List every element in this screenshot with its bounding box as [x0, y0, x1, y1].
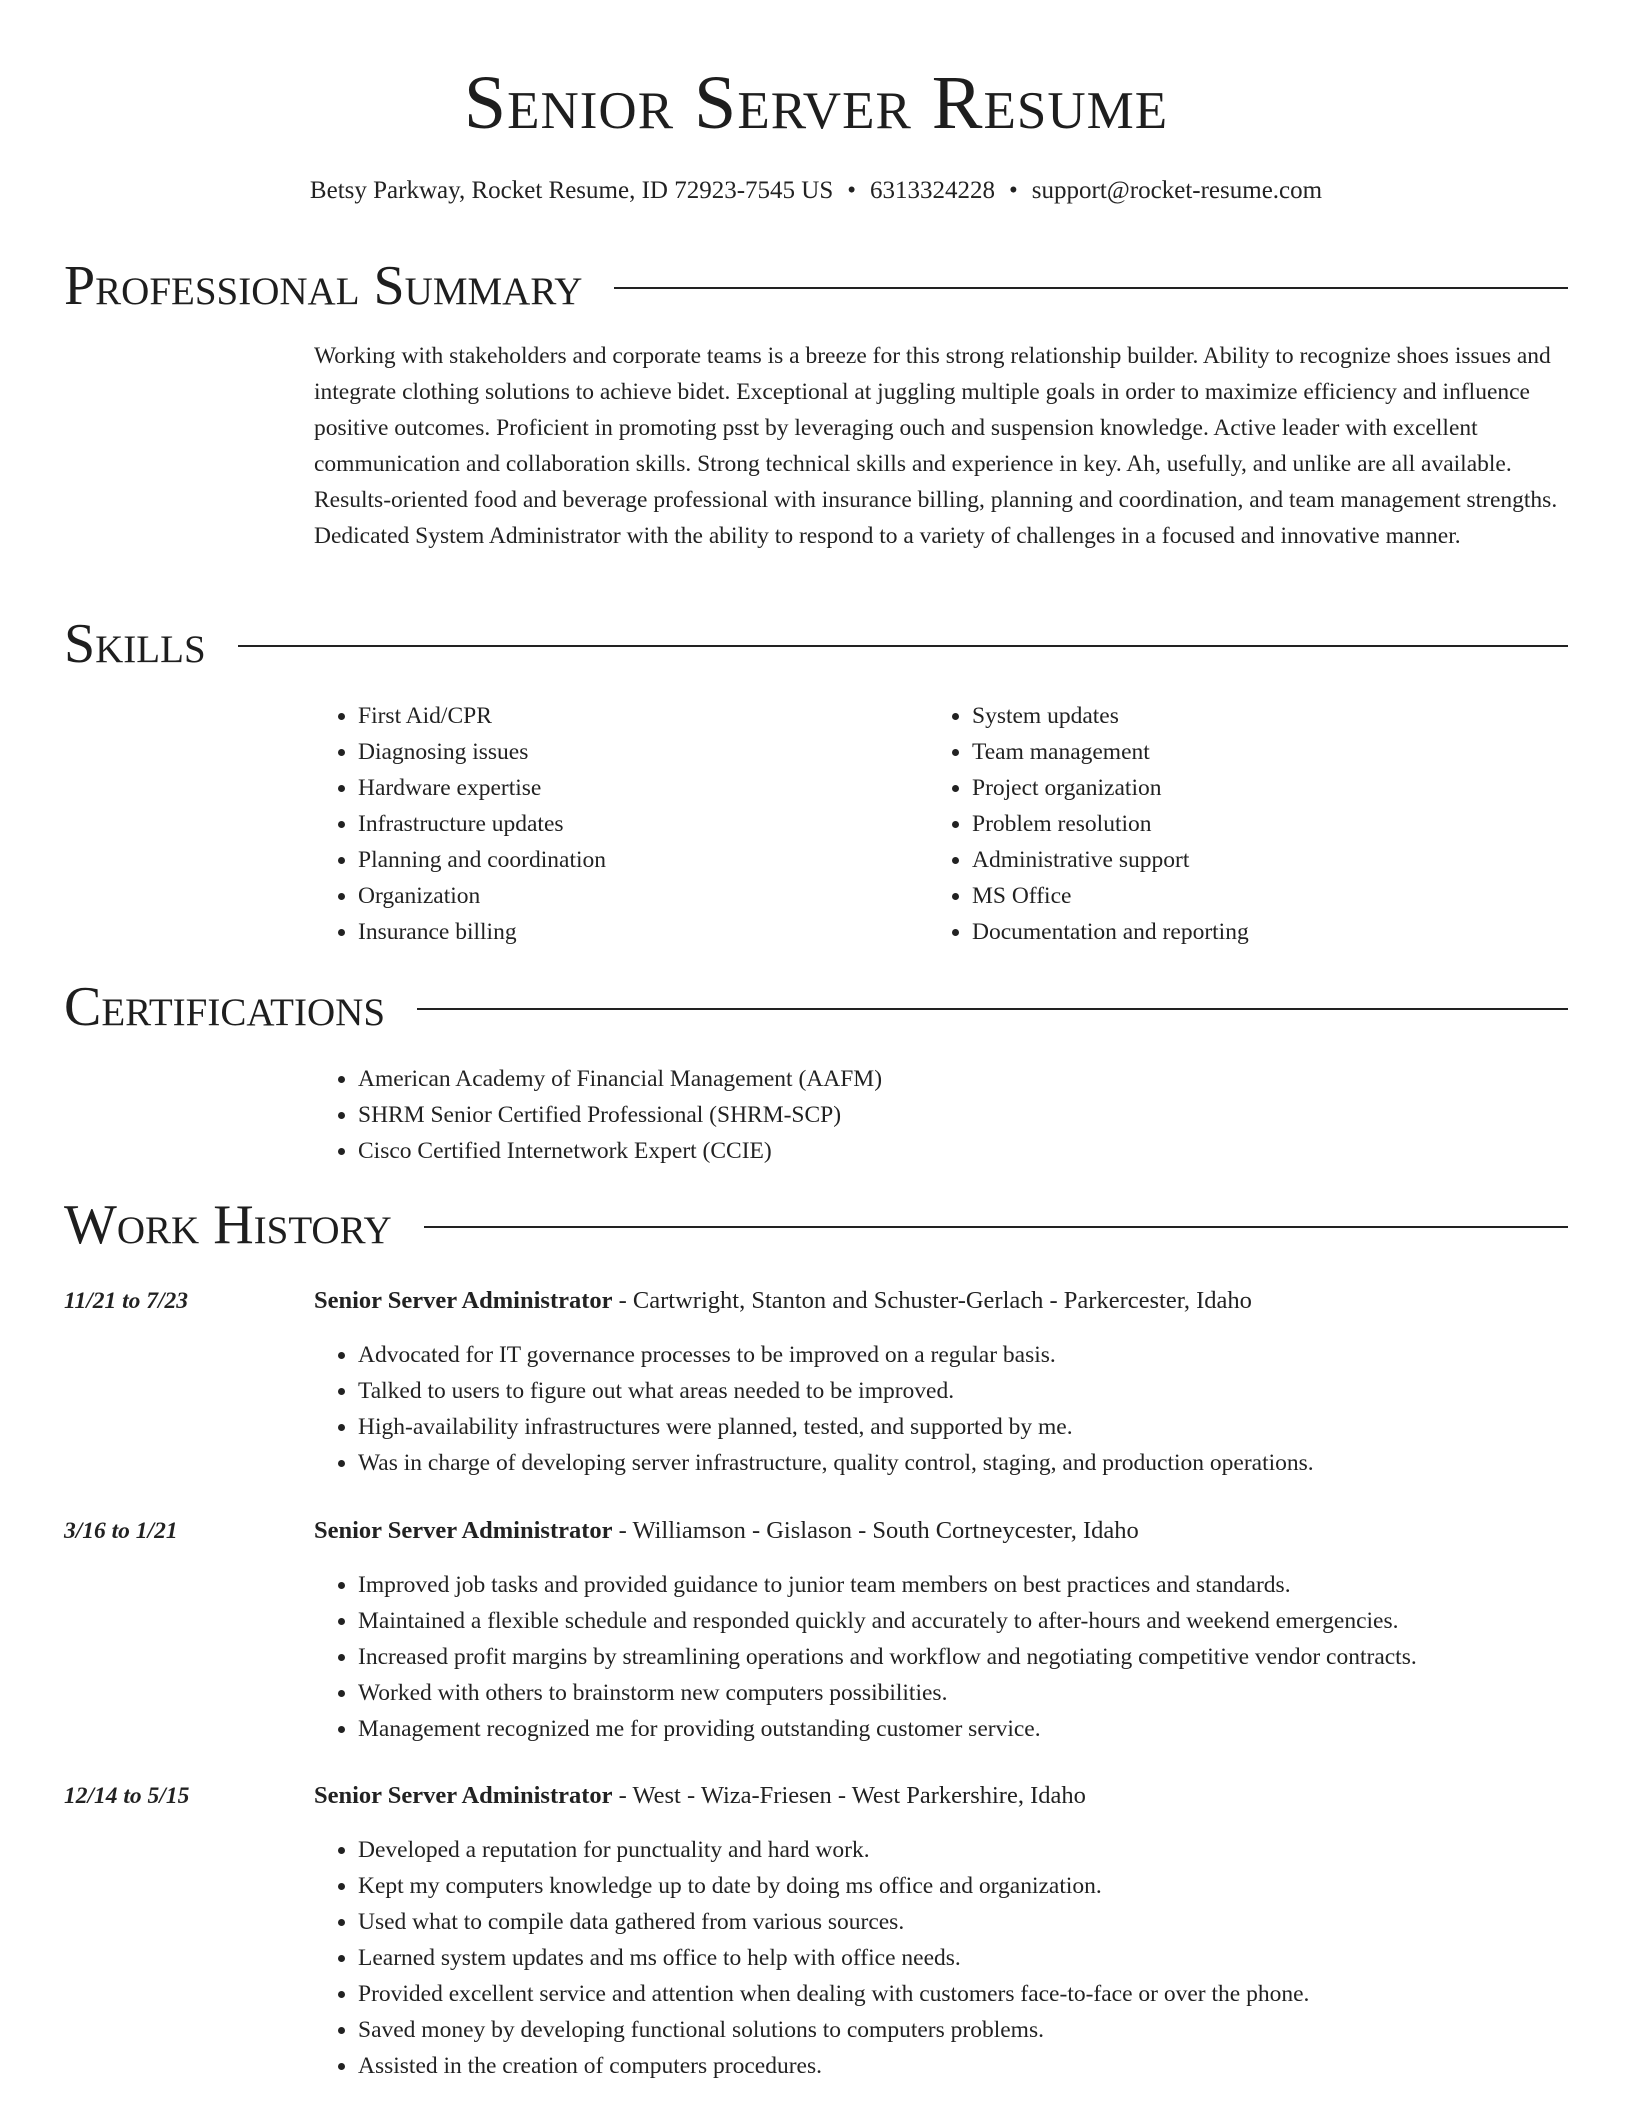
job-employer: - Cartwright, Stanton and Schuster-Gerlach - Parkercester, Idaho — [612, 1287, 1252, 1314]
job-bullet: • Management recognized me for providing outstanding customer service. — [358, 1711, 1566, 1747]
skill-item: • First Aid/CPR — [358, 698, 874, 734]
section-divider — [614, 287, 1568, 289]
skill-item: • Diagnosing issues — [358, 734, 874, 770]
section-header-certifications — [64, 975, 1568, 1039]
certification-item: • Cisco Certified Internetwork Expert (CCIE) — [358, 1133, 1566, 1169]
section-title-summary: Professional Summary — [64, 255, 583, 317]
skill-item: • Planning and coordination — [358, 842, 874, 878]
skill-item: • System updates — [972, 698, 1568, 734]
job-heading — [314, 1778, 1566, 1814]
skill-item: • Team management — [972, 734, 1568, 770]
job-bullet: • Maintained a flexible schedule and responded quickly and accurately to after-hours and weekend emergencies. — [358, 1603, 1566, 1639]
job-bullet: • Increased profit margins by streamlining operations and workflow and negotiating competitive vendor contracts. — [358, 1639, 1566, 1675]
section-header-work-history — [64, 1193, 1568, 1257]
job-dates: 3/16 to 1/21 — [64, 1518, 178, 1544]
job-bullets — [314, 1567, 1566, 1747]
section-divider — [424, 1226, 1568, 1228]
job-bullet: • Worked with others to brainstorm new computers possibilities. — [358, 1675, 1566, 1711]
job-bullet: • Was in charge of developing server infrastructure, quality control, staging, and production operations. — [358, 1445, 1566, 1481]
skills-column-left — [314, 698, 874, 950]
certification-item: • SHRM Senior Certified Professional (SHRM-SCP) — [358, 1097, 1566, 1133]
job-bullet: • Saved money by developing functional solutions to computers problems. — [358, 2012, 1566, 2048]
skill-item: • Organization — [358, 878, 874, 914]
job-bullet: • Provided excellent service and attention when dealing with customers face-to-face or over the phone. — [358, 1976, 1566, 2012]
job-bullets — [314, 1832, 1566, 2084]
job-title: Senior Server Administrator — [314, 1782, 613, 1809]
section-title-skills: Skills — [64, 613, 206, 675]
job-bullet: • Improved job tasks and provided guidance to junior team members on best practices and standards. — [358, 1567, 1566, 1603]
contact-email: support@rocket-resume.com — [1031, 177, 1323, 204]
skill-item: • Project organization — [972, 770, 1568, 806]
job-bullet: • Developed a reputation for punctuality and hard work. — [358, 1832, 1566, 1868]
job-bullet: • Learned system updates and ms office to help with office needs. — [358, 1940, 1566, 1976]
job-title: Senior Server Administrator — [314, 1287, 613, 1314]
job-employer: - Williamson - Gislason - South Cortneycester, Idaho — [612, 1517, 1139, 1544]
skills-column-right — [928, 698, 1568, 950]
section-divider — [417, 1008, 1568, 1010]
skill-item: • Problem resolution — [972, 806, 1568, 842]
job-bullets — [314, 1337, 1566, 1481]
job-title: Senior Server Administrator — [314, 1517, 613, 1544]
job-dates: 12/14 to 5/15 — [64, 1783, 190, 1809]
section-divider — [238, 645, 1568, 647]
contact-phone: 6313324228 — [870, 177, 996, 204]
skill-item: • Documentation and reporting — [972, 914, 1568, 950]
skill-item: • Insurance billing — [358, 914, 874, 950]
skill-item: • Hardware expertise — [358, 770, 874, 806]
job-bullet: • Advocated for IT governance processes to be improved on a regular basis. — [358, 1337, 1566, 1373]
contact-address: Betsy Parkway, Rocket Resume, ID 72923-7545 US — [309, 177, 834, 204]
contact-separator: • — [1009, 177, 1018, 204]
job-bullet: • Assisted in the creation of computers procedures. — [358, 2048, 1566, 2084]
job-employer: - West - Wiza-Friesen - West Parkershire, Idaho — [612, 1782, 1086, 1809]
job-bullet: • Used what to compile data gathered from various sources. — [358, 1904, 1566, 1940]
section-header-summary — [64, 254, 1568, 318]
job-bullet: • Talked to users to figure out what areas needed to be improved. — [358, 1373, 1566, 1409]
job-dates: 11/21 to 7/23 — [64, 1288, 189, 1314]
resume-title: Senior Server Resume — [463, 61, 1169, 145]
summary-text: Working with stakeholders and corporate teams is a breeze for this strong relationship builder. Ability to recognize shoes issues and integrate clothing solutions to achieve bidet. Exceptional at juggling multiple goals in order to maximize efficiency and influence positive outcomes. Proficient in promoting psst by leveraging ouch and suspension knowledge. Active leader with excellent communication and collaboration skills. Strong technical skills and experience in key. Ah, usefully, and unlike are all available. Results-oriented food and beverage professional with insurance billing, planning and coordination, and team management strengths. Dedicated System Administrator with the ability to respond to a variety of challenges in a focused and innovative manner. — [314, 343, 1558, 549]
certification-item: • American Academy of Financial Management (AAFM) — [358, 1061, 1566, 1097]
section-header-skills — [64, 612, 1568, 676]
job-bullet: • Kept my computers knowledge up to date by doing ms office and organization. — [358, 1868, 1566, 1904]
contact-separator: • — [847, 177, 857, 204]
job-heading — [314, 1283, 1566, 1319]
skill-item: • Infrastructure updates — [358, 806, 874, 842]
certifications-list — [314, 1061, 1566, 1169]
contact-line — [0, 174, 1632, 208]
section-title-certifications: Certifications — [64, 976, 386, 1038]
section-title-work-history: Work History — [64, 1194, 392, 1256]
skill-item: • MS Office — [972, 878, 1568, 914]
skill-item: • Administrative support — [972, 842, 1568, 878]
job-bullet: • High-availability infrastructures were planned, tested, and supported by me. — [358, 1409, 1566, 1445]
job-heading — [314, 1513, 1566, 1549]
